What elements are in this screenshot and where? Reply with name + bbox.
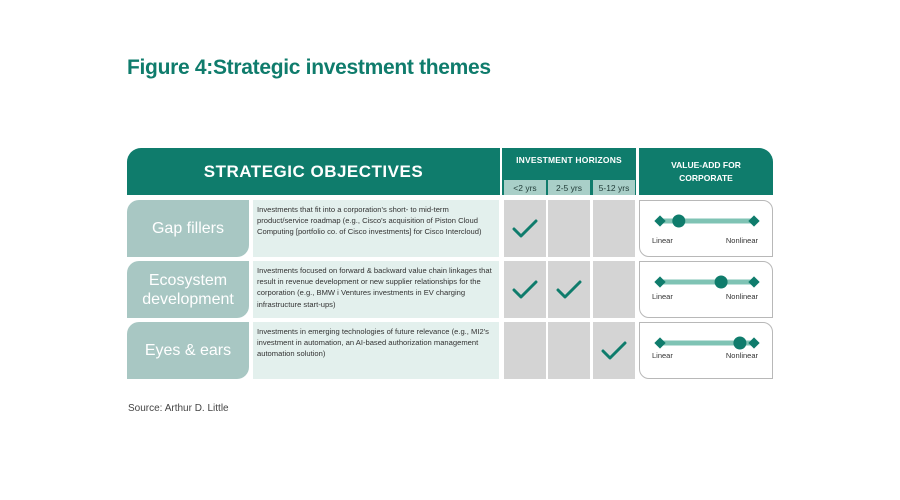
horizon-label-mid: 2-5 yrs — [548, 180, 590, 195]
row-description-gap-fillers: Investments that fit into a corporation's short- to mid-term product/service roadmap (e.g., Cisco's acquisition of Piston Cloud Computing [portfolio co. of Cisco investments] for Cisco Intercloud) — [253, 200, 499, 257]
value-add-marker — [672, 215, 685, 228]
scale-low-label: Linear — [652, 292, 673, 301]
row-label-eyes-and-ears: Eyes & ears — [127, 322, 249, 379]
value-add-scale-ecosystem-development — [639, 261, 773, 318]
check-icon — [512, 279, 538, 301]
value-add-title: VALUE-ADD FOR CORPORATE — [671, 159, 741, 183]
value-add-scale-gap-fillers — [639, 200, 773, 257]
horizon-cell-short — [504, 200, 546, 257]
scale-high-label: Nonlinear — [725, 236, 758, 245]
scale-low-label: Linear — [652, 351, 673, 360]
row-label-ecosystem-development: Ecosystem development — [127, 261, 249, 318]
scale-end-diamond — [748, 215, 759, 226]
value-add-marker — [733, 337, 746, 350]
scale-end-diamond — [748, 337, 759, 348]
horizon-cell-long — [593, 322, 635, 379]
value-add-scale-eyes-and-ears — [639, 322, 773, 379]
row-description-ecosystem-development: Investments focused on forward & backward value chain linkages that result in revenue development or new supplier relationships for the corporation (e.g., BMW i Ventures investments in EV charging infrastructure start-ups) — [253, 261, 499, 318]
horizon-cell-short — [504, 322, 546, 379]
horizon-cell-short — [504, 261, 546, 318]
horizon-label-short: <2 yrs — [504, 180, 546, 195]
horizon-cell-long — [593, 261, 635, 318]
horizon-cell-mid — [548, 200, 590, 257]
value-add-marker — [715, 276, 728, 289]
row-description-eyes-and-ears: Investments in emerging technologies of future relevance (e.g., MI2's investment in automation, an AI-based authorization management automation solution) — [253, 322, 499, 379]
scale-high-label: Nonlinear — [725, 351, 758, 360]
figure-source: Source: Arthur D. Little — [128, 403, 229, 414]
row-label-gap-fillers: Gap fillers — [127, 200, 249, 257]
investment-horizons-title: INVESTMENT HORIZONS — [516, 155, 622, 165]
scale-low-label: Linear — [652, 236, 673, 245]
value-add-slider — [640, 201, 774, 258]
value-add-slider — [640, 262, 774, 319]
value-add-header — [639, 148, 773, 195]
scale-start-diamond — [654, 215, 665, 226]
check-icon — [601, 340, 627, 362]
horizon-cell-long — [593, 200, 635, 257]
scale-high-label: Nonlinear — [725, 292, 758, 301]
horizon-cell-mid — [548, 322, 590, 379]
check-icon — [512, 218, 538, 240]
scale-start-diamond — [654, 276, 665, 287]
scale-start-diamond — [654, 337, 665, 348]
horizon-cell-mid — [548, 261, 590, 318]
scale-end-diamond — [748, 276, 759, 287]
check-icon — [556, 279, 582, 301]
strategic-objectives-header: STRATEGIC OBJECTIVES — [127, 148, 500, 195]
horizon-label-long: 5-12 yrs — [593, 180, 635, 195]
figure-title: Figure 4:Strategic investment themes — [127, 56, 491, 79]
